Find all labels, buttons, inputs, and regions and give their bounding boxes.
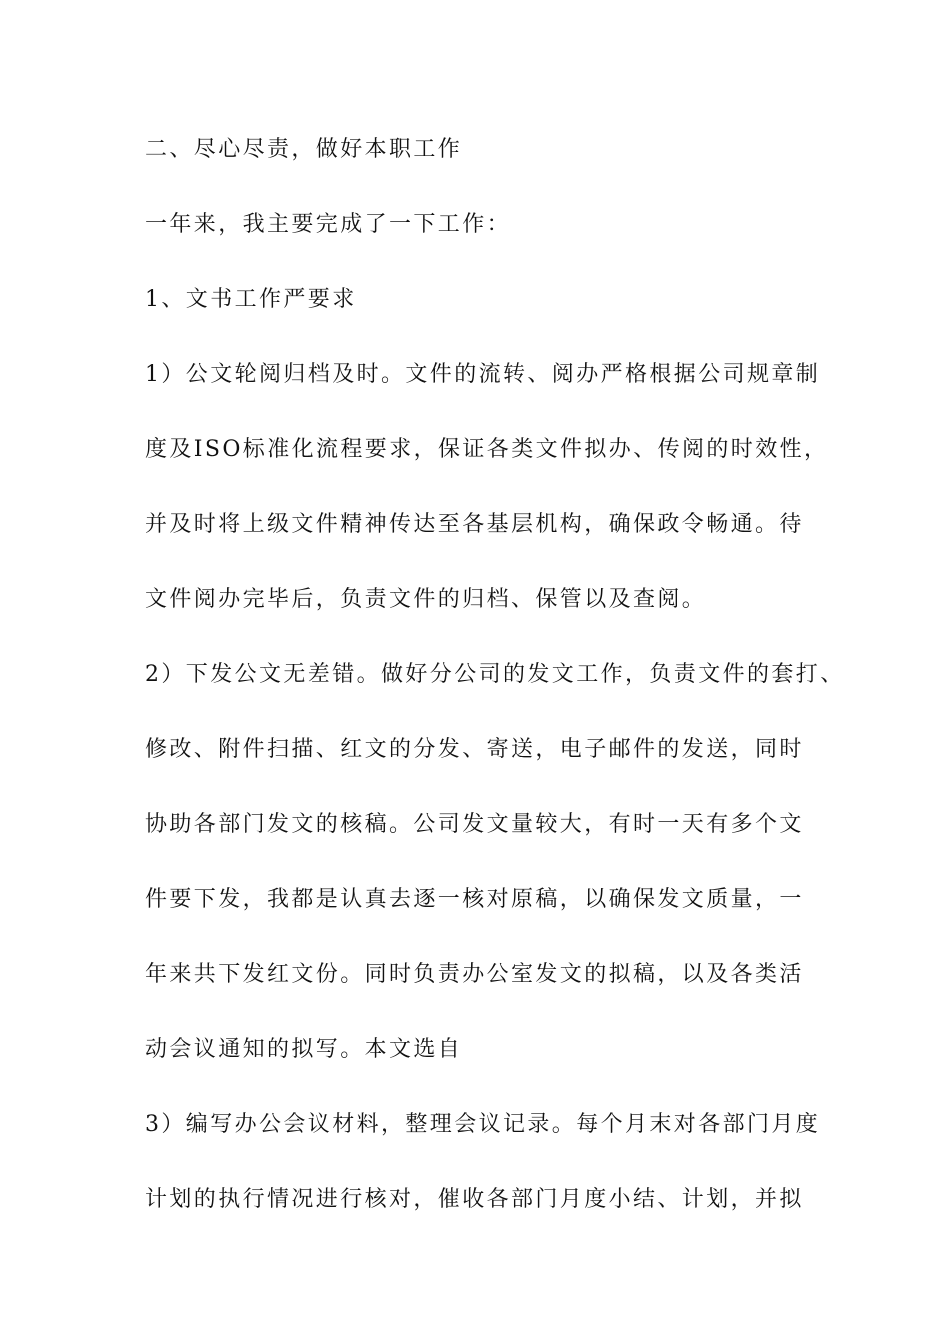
intro-line: 一年来，我主要完成了一下工作：	[145, 212, 512, 237]
paragraph-line: 动会议通知的拟写。本文选自	[145, 1037, 463, 1062]
paragraph-line: 件要下发，我都是认真去逐一核对原稿，以确保发文质量，一	[145, 887, 804, 912]
paragraph-line: 1）公文轮阅归档及时。文件的流转、阅办严格根据公司规章制	[145, 362, 821, 387]
paragraph-line: 度及ISO标准化流程要求，保证各类文件拟办、传阅的时效性，	[145, 437, 829, 462]
paragraph-line: 文件阅办完毕后，负责文件的归档、保管以及查阅。	[145, 587, 707, 612]
paragraph-line: 修改、附件扫描、红文的分发、寄送，电子邮件的发送，同时	[145, 737, 804, 762]
paragraph-line: 年来共下发红文份。同时负责办公室发文的拟稿，以及各类活	[145, 962, 804, 987]
paragraph-line: 3）编写办公会议材料，整理会议记录。每个月末对各部门月度	[145, 1112, 821, 1137]
paragraph-line: 并及时将上级文件精神传达至各基层机构，确保政令畅通。待	[145, 512, 804, 537]
subsection-heading: 1、文书工作严要求	[145, 287, 357, 312]
paragraph-line: 2）下发公文无差错。做好分公司的发文工作，负责文件的套打、	[145, 662, 845, 687]
section-heading: 二、尽心尽责，做好本职工作	[145, 137, 463, 162]
paragraph-line: 协助各部门发文的核稿。公司发文量较大，有时一天有多个文	[145, 812, 804, 837]
paragraph-line: 计划的执行情况进行核对，催收各部门月度小结、计划，并拟	[145, 1187, 804, 1212]
